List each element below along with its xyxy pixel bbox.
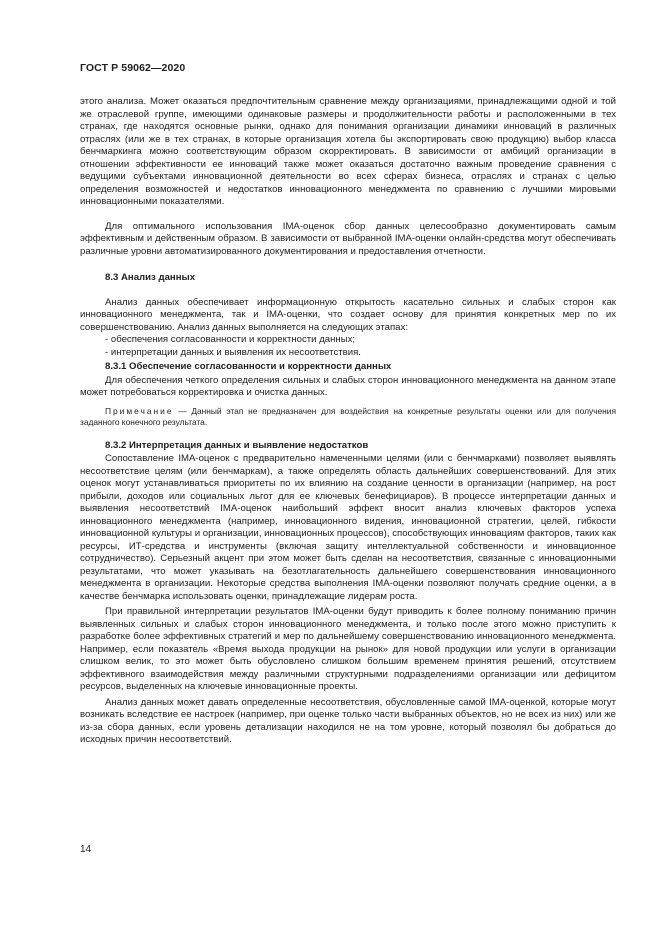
paragraph-interpretation: Сопоставление IMA-оценок с предварительно намеченными целями (или с бенчмарками) позволяет выявлять несоответствие целям (или бенчмаркам), а также определять область дальнейших совершенствований. Для этих оценок могут устанавливаться приоритеты по их влиянию на создание ценности в организации (например, на рост прибыли, доходов или социальных льгот для ее ключевых бенефициаров). В процессе интерпретации данных и выявления несоответствий IMA-оценок наибольший эффект вносит анализ ключевых факторов успеха инновационного менеджмента (например, инновационного видения, инновационной стратегии, целей, гибкости инновационной культуры и организации, инновационных процессов), способствующих инновациям факторов, таких как ресурсы, ИТ-средства и инструменты (включая защиту интеллектуальной собственности и инновационное сотрудничество). Серьезный акцент при этом может быть сделан на несоответствия, связанные с инновационными результатами, что может указывать на безотлагательность дальнейшего совершенствования инновационного менеджмента в организации. Некоторые средства выполнения IMA-оценки позволяют получать средние оценки, а в качестве бенчмарка использовать оценки, принадлежащие лидерам роста. — [80, 453, 616, 602]
note — [80, 406, 616, 428]
paragraph-data-analysis: Анализ данных обеспечивает информационную открытость касательно сильных и слабых сторон как инновационного менеджмента, так и IMA-оценки, что создает основу для принятия конкретных мер по их совершенствованию. Анализ данных выполняется на следующих этапах: — [80, 296, 616, 333]
section-heading-8-3-1: 8.3.1 Обеспечение согласованности и корректности данных — [105, 361, 392, 372]
paragraph-inconsistencies: Анализ данных может давать определенные несоответствия, обусловленные самой IMA-оценкой, которые могут возникать вследствие ее настроек (например, при оценке только части выбранных объектов, но не всех из них) или же из-за сбора данных, если уровень детализации находился не на том уровне, который позволял бы добраться до исходных причин несоответствий. — [80, 696, 616, 745]
note-text: — Данный этап не предназначен для воздействия на конкретные результаты оценки или для получения заданного конечного результата. — [80, 405, 616, 427]
paragraph-documentation: Для оптимального использования IMA-оценок сбор данных целесообразно документировать самым эффективным и действенным образом. В зависимости от выбранной IMA-оценки онлайн-средства могут обеспечивать различные уровни автоматизированного документирования и предоставления отчетности. — [80, 220, 616, 257]
document-code: ГОСТ Р 59062—2020 — [80, 62, 186, 74]
paragraph-correct-interpretation: При правильной интерпретации результатов IMA-оценки будут приводить к более полному пониманию причин выявленных сильных и слабых сторон инновационного менеджмента, и только после этого можно приступить к разработке более эффективных стратегий и мер по дальнейшему совершенствованию инновационного менеджмента. Например, если показатель «Время выхода продукции на рынок» для новой продукции или услуги в организации слишком велик, то это может быть обусловлено слишком большим временем принятия решений, отсутствием эффективного взаимодействия между различными структурными подразделениями организации или дефицитом ресурсов, выделенных на ключевые инновационные проекты. — [80, 606, 616, 692]
section-heading-8-3-2: 8.3.2 Интерпретация данных и выявление недостатков — [105, 439, 369, 451]
list-item: - обеспечения согласованности и корректности данных; — [80, 334, 616, 347]
analysis-stages-list — [80, 334, 616, 359]
list-item: - интерпретации данных и выявления их несоответствия. — [80, 347, 616, 360]
section-heading-8-3: 8.3 Анализ данных — [105, 272, 196, 283]
paragraph-consistency: Для обеспечения четкого определения сильных и слабых сторон инновационного менеджмента на данном этапе может потребоваться корректировка и очистка данных. — [80, 374, 616, 398]
document-body — [80, 96, 616, 747]
page-number: 14 — [80, 844, 92, 855]
note-label: Примечание — [105, 405, 174, 416]
paragraph-continuation: этого анализа. Может оказаться предпочтительным сравнение между организациями, принадлежащими одной и той же отраслевой группе, имеющими одинаковые размеры и продолжительности работы и расположенными в тех странах, где находятся основные рынки, однако для понимания организации динамики инноваций в различных отраслях (или же в тех странах, в которые организация хотела бы экспортировать свою продукцию) выбор класса бенчмаркинга можно соответствующим образом скорректировать. В зависимости от амбиций организации в отношении эффективности ее инноваций также может оказаться достаточно важным проведение сравнения с ведущими субъектами инновационной деятельности во всех сферах бизнеса, отраслях и странах с целью определения возможностей и недостатков инновационного менеджмента по сравнению с лучшими мировыми инновационными показателями. — [80, 96, 616, 207]
